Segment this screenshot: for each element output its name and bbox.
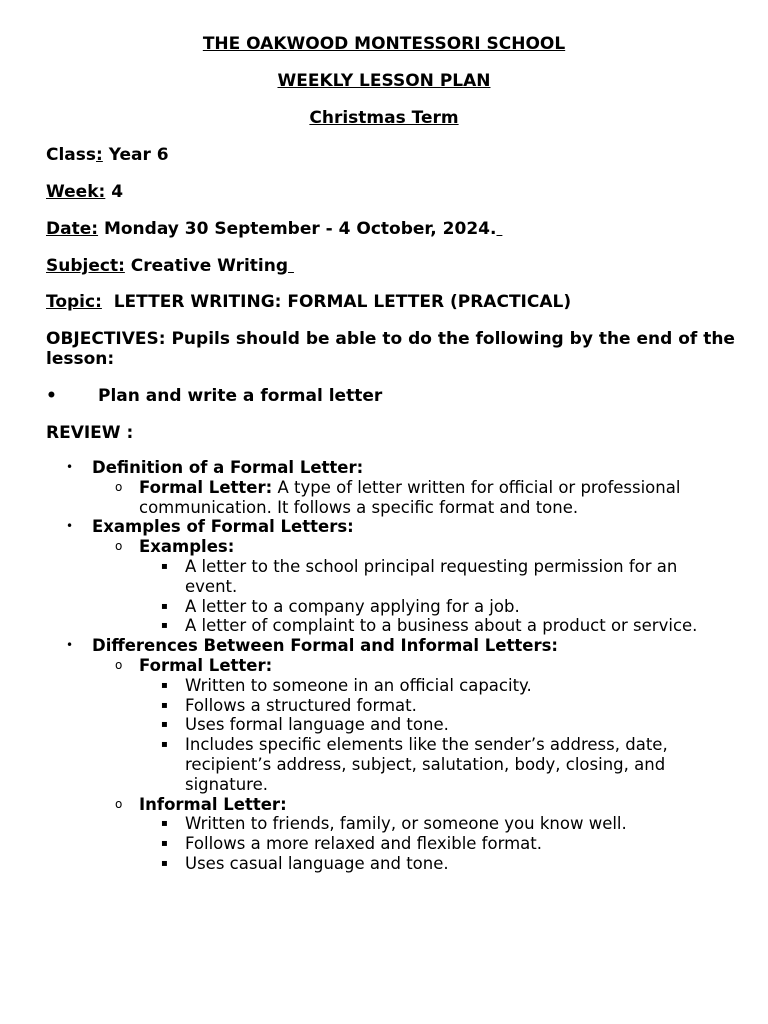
- square-marker: ▪: [161, 600, 168, 612]
- class-value: Year 6: [102, 145, 169, 165]
- sub-title: Informal Letter:: [139, 794, 287, 814]
- square-marker: ▪: [161, 818, 168, 830]
- objectives-text: OBJECTIVES: Pupils should be able to do the following by the end of the lesson:: [46, 329, 735, 369]
- sub-title: Formal Letter:: [139, 655, 273, 675]
- term-title: Christmas Term: [309, 108, 459, 128]
- detail-text: A letter of complaint to a business about a product or service.: [185, 616, 698, 636]
- review-section: [64, 636, 724, 874]
- sub-item: [92, 795, 724, 874]
- detail-item: [139, 616, 724, 636]
- square-marker: ▪: [161, 620, 168, 632]
- square-marker: ▪: [161, 699, 168, 711]
- objective-item: [46, 386, 382, 406]
- objective-bullet: •: [46, 386, 57, 406]
- class-label: Class: [46, 145, 97, 165]
- circle-marker: o: [115, 657, 123, 672]
- detail-text: Includes specific elements like the sender’s address, date, recipient’s address, subject, salutation, body, closing, and signature.: [185, 735, 668, 794]
- detail-item: [139, 834, 724, 854]
- section-title: Definition of a Formal Letter:: [92, 458, 364, 477]
- school-name: THE OAKWOOD MONTESSORI SCHOOL: [202, 34, 566, 54]
- detail-item: [139, 854, 724, 874]
- bullet-marker: •: [66, 638, 74, 653]
- sub-list: [92, 656, 724, 874]
- section-title: Differences Between Formal and Informal Letters:: [92, 636, 559, 656]
- review-heading: REVIEW :: [46, 423, 134, 443]
- square-marker: ▪: [161, 857, 168, 869]
- week-label: Week:: [46, 182, 106, 202]
- detail-text: Uses formal language and tone.: [185, 715, 449, 735]
- bullet-marker: •: [66, 519, 74, 534]
- review-sections: [64, 458, 724, 874]
- detail-text: Written to friends, family, or someone you know well.: [185, 814, 627, 834]
- detail-list: [139, 557, 724, 636]
- class-line: [46, 145, 169, 165]
- date-value: Monday 30 September - 4 October, 2024.: [98, 219, 497, 239]
- sub-item: [92, 656, 724, 795]
- detail-text: Uses casual language and tone.: [185, 853, 449, 873]
- detail-text: A letter to the school principal requesting permission for an event.: [185, 556, 678, 596]
- topic-label: Topic:: [46, 292, 102, 312]
- date-line: [46, 219, 502, 239]
- sub-title: Examples:: [139, 537, 235, 557]
- subject-value: Creative Writing: [124, 256, 289, 276]
- topic-value: LETTER WRITING: FORMAL LETTER (PRACTICAL): [101, 292, 572, 312]
- circle-marker: o: [115, 539, 123, 554]
- subject-label: Subject:: [46, 256, 125, 276]
- detail-list: [139, 814, 724, 873]
- review-section: [64, 517, 724, 636]
- subject-line: [46, 256, 294, 276]
- detail-item: [139, 696, 724, 716]
- detail-list: [139, 676, 724, 795]
- square-marker: ▪: [161, 560, 168, 572]
- sub-item: [92, 478, 724, 518]
- square-marker: ▪: [161, 719, 168, 731]
- detail-text: Follows a more relaxed and flexible format.: [185, 834, 542, 854]
- detail-item: [139, 715, 724, 735]
- detail-item: [139, 557, 724, 597]
- detail-text: A letter to a company applying for a job.: [185, 596, 520, 616]
- detail-item: [139, 735, 724, 794]
- review-section: [64, 458, 724, 517]
- detail-item: [139, 814, 724, 834]
- square-marker: ▪: [161, 739, 168, 751]
- topic-line: [46, 292, 571, 312]
- section-title: Examples of Formal Letters:: [92, 517, 354, 537]
- bullet-marker: •: [66, 460, 74, 474]
- week-value: 4: [105, 182, 124, 202]
- detail-text: Written to someone in an official capacity.: [185, 675, 532, 695]
- detail-item: [139, 597, 724, 617]
- sub-item: [92, 537, 724, 636]
- detail-text: Follows a structured format.: [185, 695, 417, 715]
- sub-list: [92, 478, 724, 518]
- circle-marker: o: [115, 796, 123, 811]
- class-colon: :: [96, 145, 103, 165]
- detail-item: [139, 676, 724, 696]
- review-list: [64, 458, 724, 874]
- square-marker: ▪: [161, 679, 168, 691]
- sub-text: A type of letter written for official or professional communication. It follows a specific format and tone.: [139, 477, 681, 517]
- sub-title: Formal Letter:: [139, 477, 273, 497]
- objective-item-label: Plan and write a formal letter: [98, 386, 383, 406]
- date-label: Date:: [46, 219, 99, 239]
- sub-list: [92, 537, 724, 636]
- square-marker: ▪: [161, 838, 168, 850]
- plan-title: WEEKLY LESSON PLAN: [277, 71, 491, 91]
- week-line: [46, 182, 123, 202]
- circle-marker: o: [115, 479, 123, 494]
